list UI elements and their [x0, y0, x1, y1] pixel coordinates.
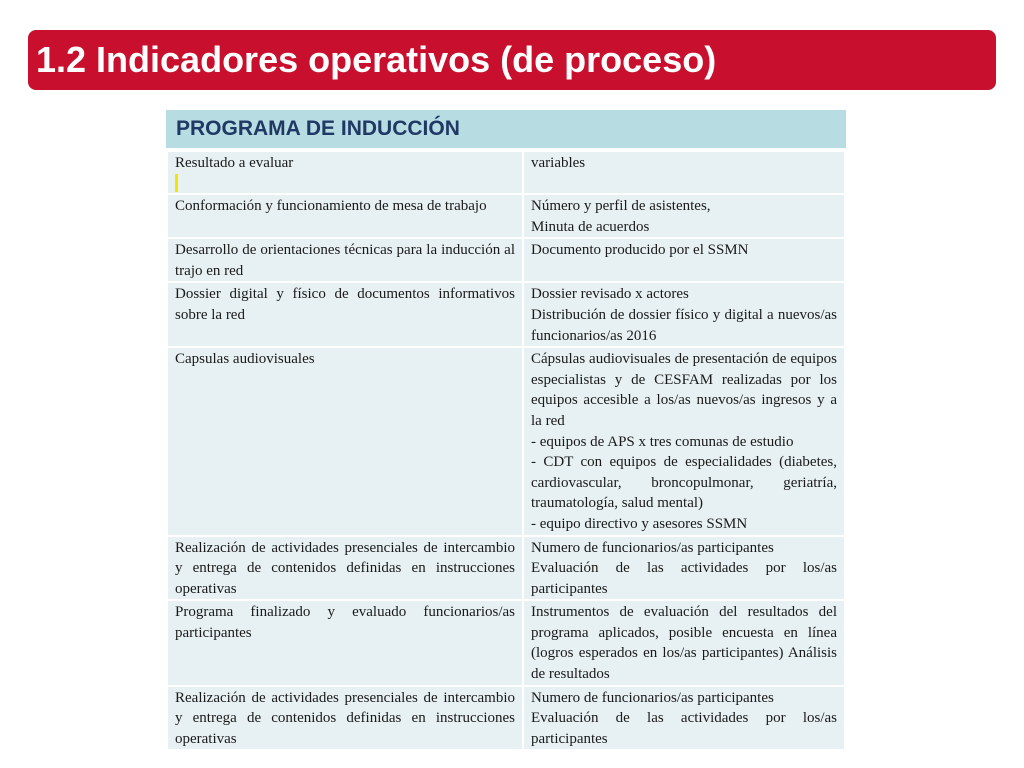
variable-line: Evaluación de las actividades por los/as participantes [531, 560, 837, 597]
table-heading-bar [166, 110, 846, 150]
variable-line: - CDT con equipos de especialidades (diabetes, cardiovascular, broncopulmonar, geriatría, traumatología, salud mental) [531, 454, 837, 512]
variables-cell [523, 600, 845, 685]
variables-cell [523, 194, 845, 238]
result-cell: Programa finalizado y evaluado funcionarios/as participantes [167, 600, 523, 685]
table-row [167, 282, 845, 347]
table-row [167, 347, 845, 535]
table-row [167, 600, 845, 685]
variable-line: Numero de funcionarios/as participantes [531, 689, 774, 706]
variable-line: Cápsulas audiovisuales de presentación de equipos especialistas y de CESFAM realizadas por los equipos accesible a los/as nuevos/as ingresos y a la red [531, 351, 837, 429]
variables-cell [523, 238, 845, 282]
indicators-table [166, 150, 846, 751]
variable-line: Número y perfil de asistentes, [531, 198, 711, 214]
variables-cell [523, 536, 845, 601]
variable-line: Distribución de dossier físico y digital a nuevos/as funcionarios/as 2016 [531, 306, 837, 344]
result-cell: Conformación y funcionamiento de mesa de trabajo [167, 194, 523, 238]
column-header-result [167, 151, 523, 194]
table-row [167, 536, 845, 601]
slide-title: 1.2 Indicadores operativos (de proceso) [36, 39, 717, 80]
result-cell: Realización de actividades presenciales de intercambio y entrega de contenidos definidas en instrucciones operativas [167, 686, 523, 751]
result-cell: Dossier digital y físico de documentos informativos sobre la red [167, 282, 523, 347]
table-row [167, 686, 845, 751]
variables-cell [523, 686, 845, 751]
slide-title-bar [28, 30, 996, 90]
column-header-variables: variables [523, 151, 845, 194]
variable-line: Evaluación de las actividades por los/as participantes [531, 710, 837, 747]
table-row [167, 238, 845, 282]
text-cursor-marker [175, 174, 178, 192]
variable-line: Documento producido por el SSMN [531, 242, 749, 259]
table-row [167, 194, 845, 238]
variable-line: Instrumentos de evaluación del resultados del programa aplicados, posible encuesta en línea (logros esperados en los/as participantes) Análisis de resultados [531, 604, 837, 683]
column-header-row [167, 151, 845, 194]
result-cell: Capsulas audiovisuales [167, 347, 523, 535]
variable-line: Minuta de acuerdos [531, 218, 650, 235]
result-cell: Realización de actividades presenciales de intercambio y entrega de contenidos definidas en instrucciones operativas [167, 536, 523, 601]
variables-cell [523, 347, 845, 535]
variables-cell [523, 282, 845, 347]
induction-program-table [166, 110, 846, 751]
variable-line: - equipos de APS x tres comunas de estudio [531, 433, 794, 450]
variable-line: Dossier revisado x actores [531, 286, 689, 303]
column-header-result-label: Resultado a evaluar [175, 155, 294, 171]
variable-line: Numero de funcionarios/as participantes [531, 539, 774, 556]
variable-line: - equipo directivo y asesores SSMN [531, 515, 748, 532]
table-heading: PROGRAMA DE INDUCCIÓN [176, 117, 460, 140]
result-cell: Desarrollo de orientaciones técnicas para la inducción al trajo en red [167, 238, 523, 282]
